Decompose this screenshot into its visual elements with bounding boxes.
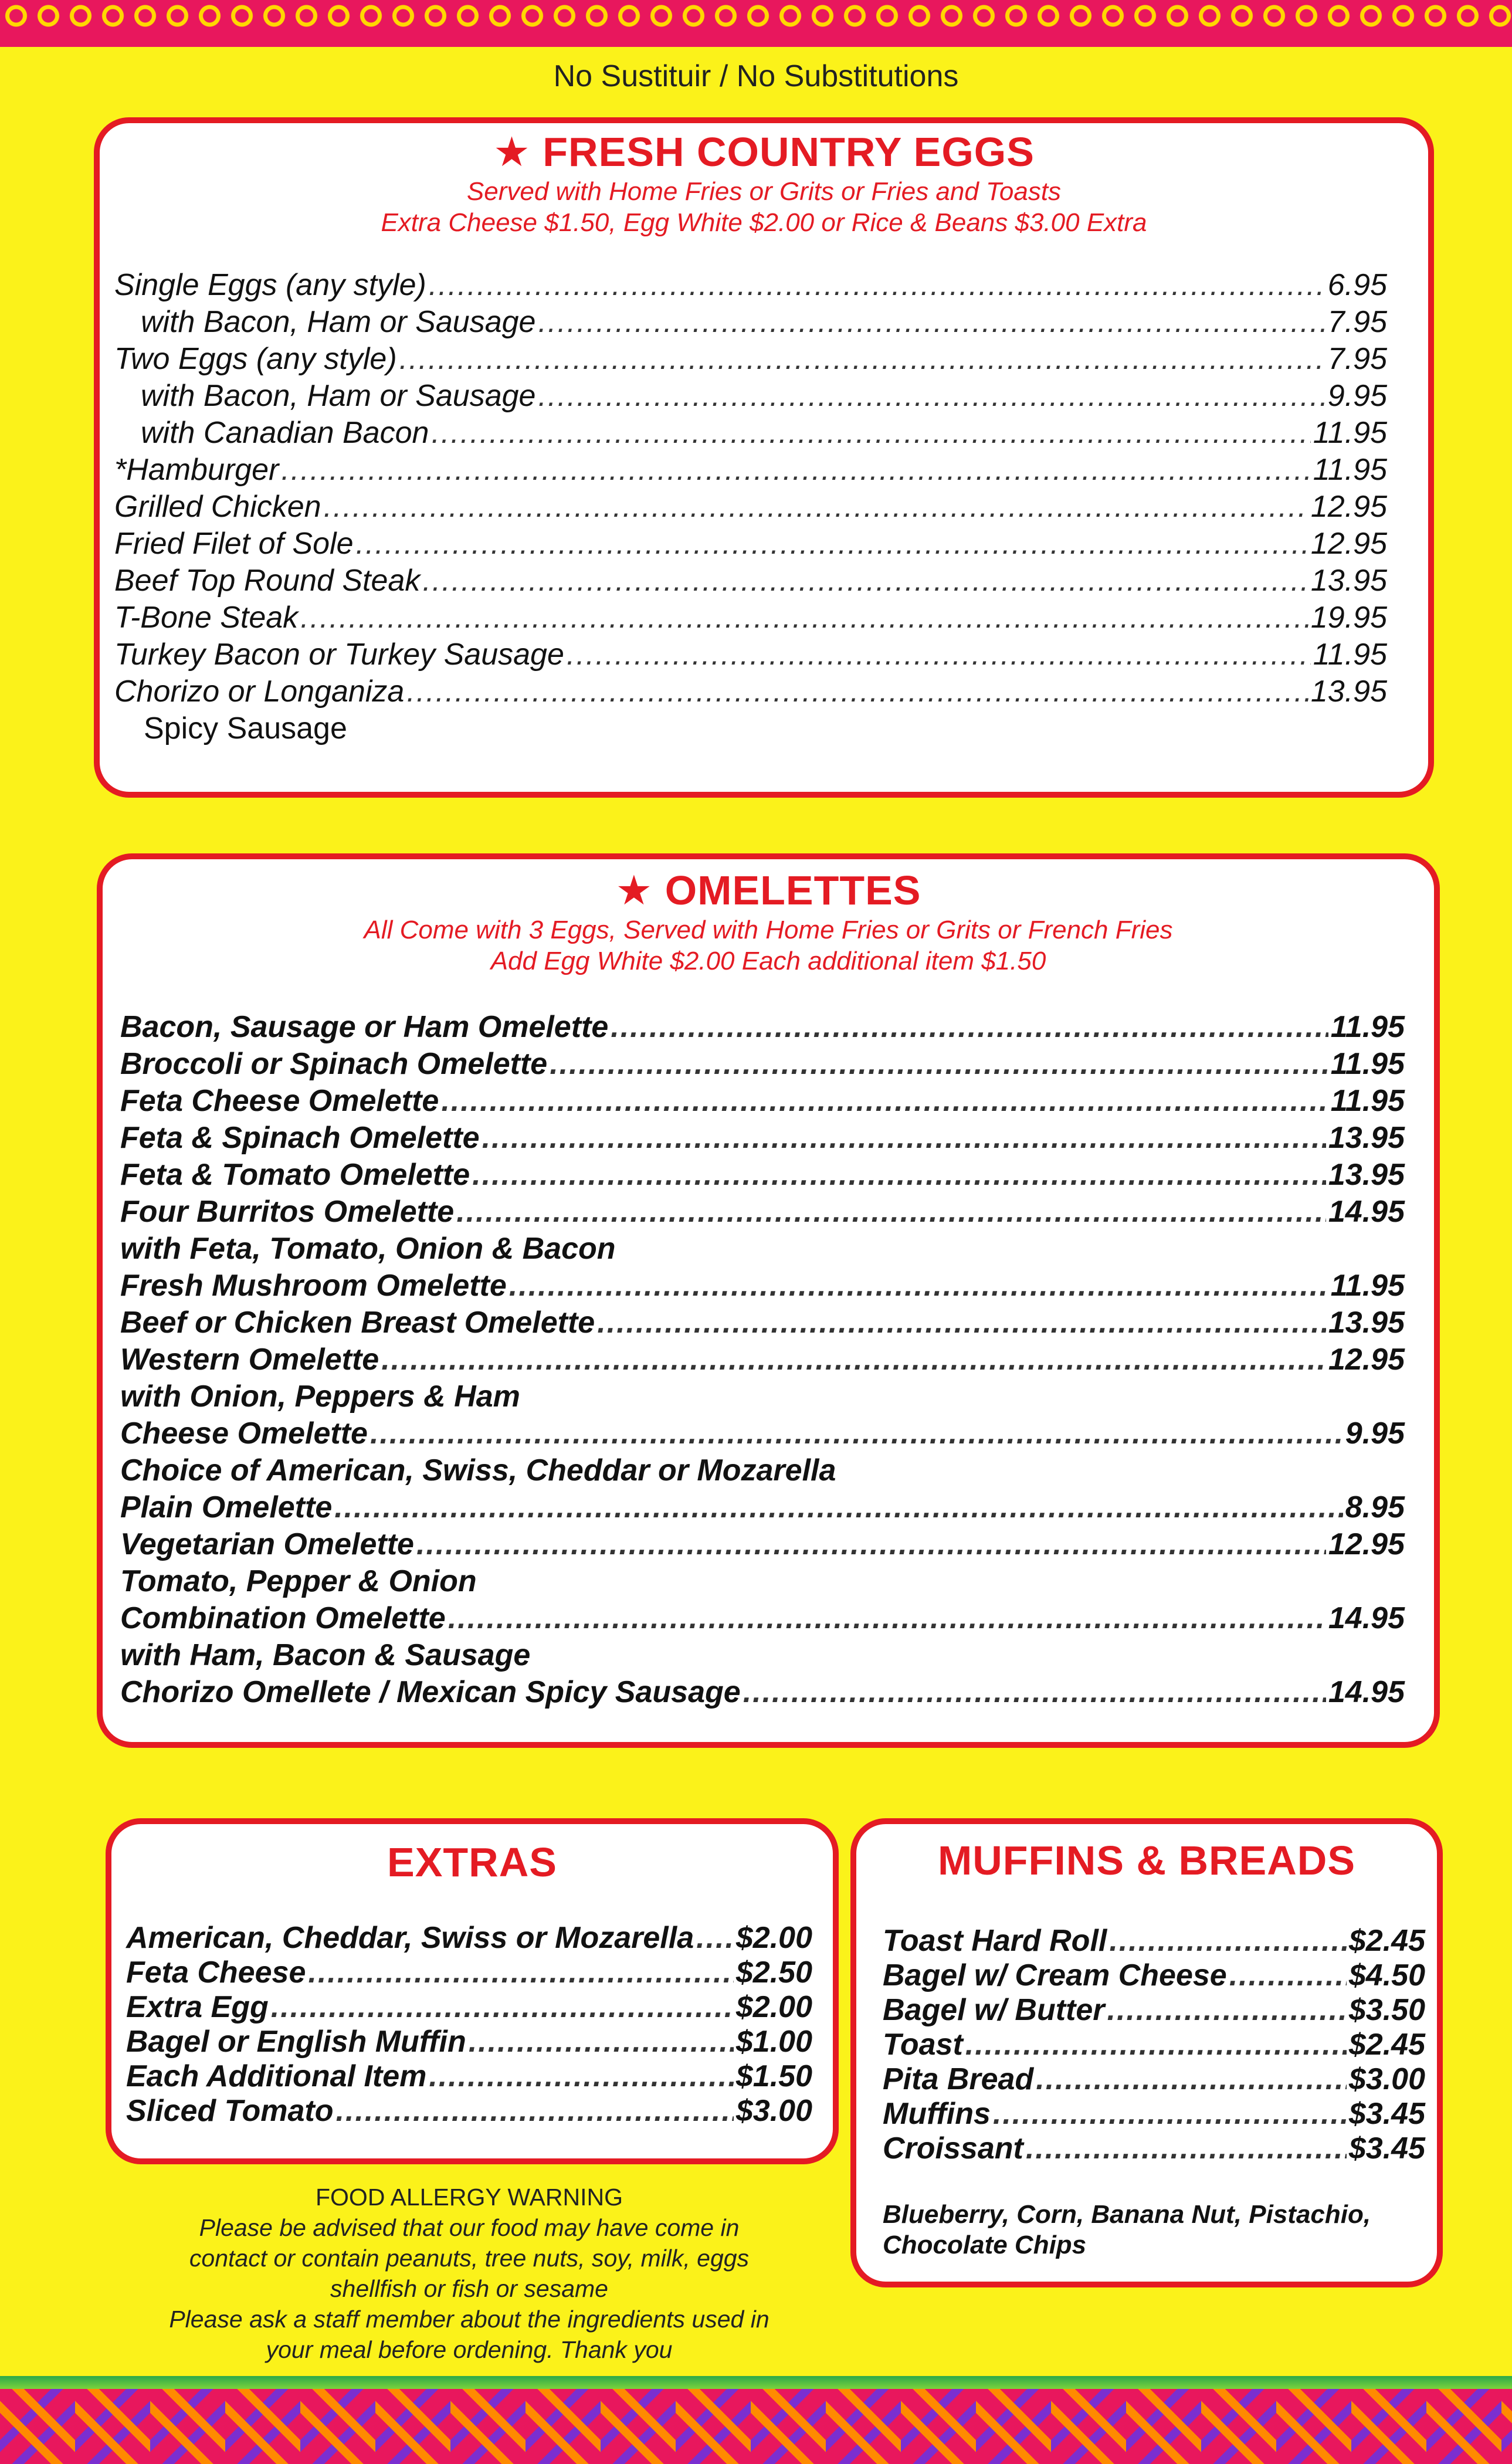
menu-item: *Hamburger ..... 11.95 xyxy=(114,452,1387,489)
omelettes-panel xyxy=(97,853,1440,1748)
ring-pattern xyxy=(0,2,1512,29)
menu-item-note: with Onion, Peppers & Ham xyxy=(120,1380,520,1414)
menu-item: Chorizo or Longaniza ..... 13.95 xyxy=(114,673,1387,710)
menu-item-note: Tomato, Pepper & Onion xyxy=(120,1564,477,1598)
menu-item: Feta Cheese Omelette ..... 11.95 xyxy=(120,1083,1405,1120)
menu-item: Sliced Tomato ..... $3.00 xyxy=(126,2094,812,2129)
eggs-panel xyxy=(94,117,1434,798)
menu-item: Bagel w/ Cream Cheese ..... $4.50 xyxy=(883,1958,1425,1993)
menu-item: Pita Bread ..... $3.00 xyxy=(883,2062,1425,2097)
menu-item-note: Spicy Sausage xyxy=(144,711,347,745)
menu-item: Chorizo Omellete / Mexican Spicy Sausage ..... 14.95 xyxy=(120,1674,1405,1711)
menu-item: Bagel w/ Butter ..... $3.50 xyxy=(883,1993,1425,2028)
muffins-breads-list xyxy=(883,1924,1425,2166)
eggs-title: ★ FRESH COUNTRY EGGS xyxy=(493,129,1035,175)
menu-item: Turkey Bacon or Turkey Sausage ..... 11.95 xyxy=(114,636,1387,673)
eggs-subtitle-1: Served with Home Fries or Grits or Fries and Toasts xyxy=(466,177,1062,206)
allergy-title: FOOD ALLERGY WARNING xyxy=(316,2184,623,2211)
menu-item: with Bacon, Ham or Sausage ..... 9.95 xyxy=(114,378,1387,415)
menu-item: Croissant ..... $3.45 xyxy=(883,2131,1425,2166)
menu-item: Toast ..... $2.45 xyxy=(883,2028,1425,2062)
extras-list xyxy=(126,1921,812,2129)
muffins-breads-title: MUFFINS & BREADS xyxy=(937,1838,1356,1883)
menu-item: Grilled Chicken ..... 12.95 xyxy=(114,489,1387,526)
menu-item: with Canadian Bacon ..... 11.95 xyxy=(114,415,1387,452)
menu-item: Cheese Omelette ..... 9.95 xyxy=(120,1415,1405,1452)
omelettes-list xyxy=(120,1009,1405,1711)
omelettes-subtitle-1: All Come with 3 Eggs, Served with Home Fries or Grits or French Fries xyxy=(364,916,1173,944)
menu-item: Broccoli or Spinach Omelette ..... 11.95 xyxy=(120,1046,1405,1083)
menu-item: Combination Omelette ..... 14.95 xyxy=(120,1600,1405,1637)
menu-item: Four Burritos Omelette ..... 14.95 xyxy=(120,1194,1405,1231)
menu-item: Fresh Mushroom Omelette ..... 11.95 xyxy=(120,1267,1405,1304)
menu-item: Plain Omelette ..... 8.95 xyxy=(120,1489,1405,1526)
muffins-breads-panel xyxy=(850,1818,1443,2287)
omelettes-subtitle-2: Add Egg White $2.00 Each additional item $1.50 xyxy=(490,947,1046,975)
top-decorative-border xyxy=(0,0,1512,47)
menu-item: Toast Hard Roll ..... $2.45 xyxy=(883,1924,1425,1958)
eggs-subtitle-2: Extra Cheese $1.50, Egg White $2.00 or Rice & Beans $3.00 Extra xyxy=(381,208,1147,237)
menu-item: Muffins ..... $3.45 xyxy=(883,2097,1425,2131)
menu-item: Fried Filet of Sole ..... 12.95 xyxy=(114,526,1387,562)
menu-item: Two Eggs (any style) ..... 7.95 xyxy=(114,341,1387,378)
menu-item: Beef or Chicken Breast Omelette ..... 13.95 xyxy=(120,1304,1405,1341)
menu-item: T-Bone Steak ..... 19.95 xyxy=(114,599,1387,636)
no-substitutions-note: No Sustituir / No Substitutions xyxy=(553,59,959,93)
menu-item: Feta & Tomato Omelette ..... 13.95 xyxy=(120,1157,1405,1194)
menu-item: Each Additional Item ..... $1.50 xyxy=(126,2059,812,2094)
menu-item-note: Choice of American, Swiss, Cheddar or Mozarella xyxy=(120,1453,836,1487)
muffin-flavors-note: Blueberry, Corn, Banana Nut, Pistachio, Chocolate Chips xyxy=(883,2200,1371,2259)
menu-item: Single Eggs (any style) ..... 6.95 xyxy=(114,267,1387,304)
bottom-decorative-border xyxy=(0,2376,1512,2464)
food-allergy-warning: FOOD ALLERGY WARNING Please be advised that our food may have come in contact or contain peanuts, tree nuts, soy, milk, eggs shellfish or fish or sesame Please ask a staff member about the ingredients used in your meal before ordening. Thank you xyxy=(106,2182,833,2365)
omelettes-title: ★ OMELETTES xyxy=(615,867,921,913)
menu-item: American, Cheddar, Swiss or Mozarella ..... $2.00 xyxy=(126,1921,812,1955)
menu-item-note: with Feta, Tomato, Onion & Bacon xyxy=(120,1232,616,1266)
menu-item: Western Omelette ..... 12.95 xyxy=(120,1341,1405,1378)
diamond-pattern xyxy=(0,2389,1512,2464)
menu-item: with Bacon, Ham or Sausage ..... 7.95 xyxy=(114,304,1387,341)
extras-title: EXTRAS xyxy=(387,1839,557,1885)
eggs-list xyxy=(114,267,1387,747)
green-stripe xyxy=(0,2376,1512,2389)
menu-item: Beef Top Round Steak ..... 13.95 xyxy=(114,562,1387,599)
menu-item: Extra Egg ..... $2.00 xyxy=(126,1990,812,2025)
menu-item: Vegetarian Omelette ..... 12.95 xyxy=(120,1526,1405,1563)
menu-item: Feta & Spinach Omelette ..... 13.95 xyxy=(120,1120,1405,1157)
star-icon: ★ xyxy=(493,129,531,175)
zigzag-pattern xyxy=(0,33,1512,48)
menu-item: Bacon, Sausage or Ham Omelette ..... 11.95 xyxy=(120,1009,1405,1046)
menu-item: Bagel or English Muffin ..... $1.00 xyxy=(126,2025,812,2059)
menu-item: Feta Cheese ..... $2.50 xyxy=(126,1955,812,1990)
star-icon: ★ xyxy=(615,867,653,913)
menu-item-note: with Ham, Bacon & Sausage xyxy=(120,1638,531,1672)
extras-panel xyxy=(106,1818,839,2164)
